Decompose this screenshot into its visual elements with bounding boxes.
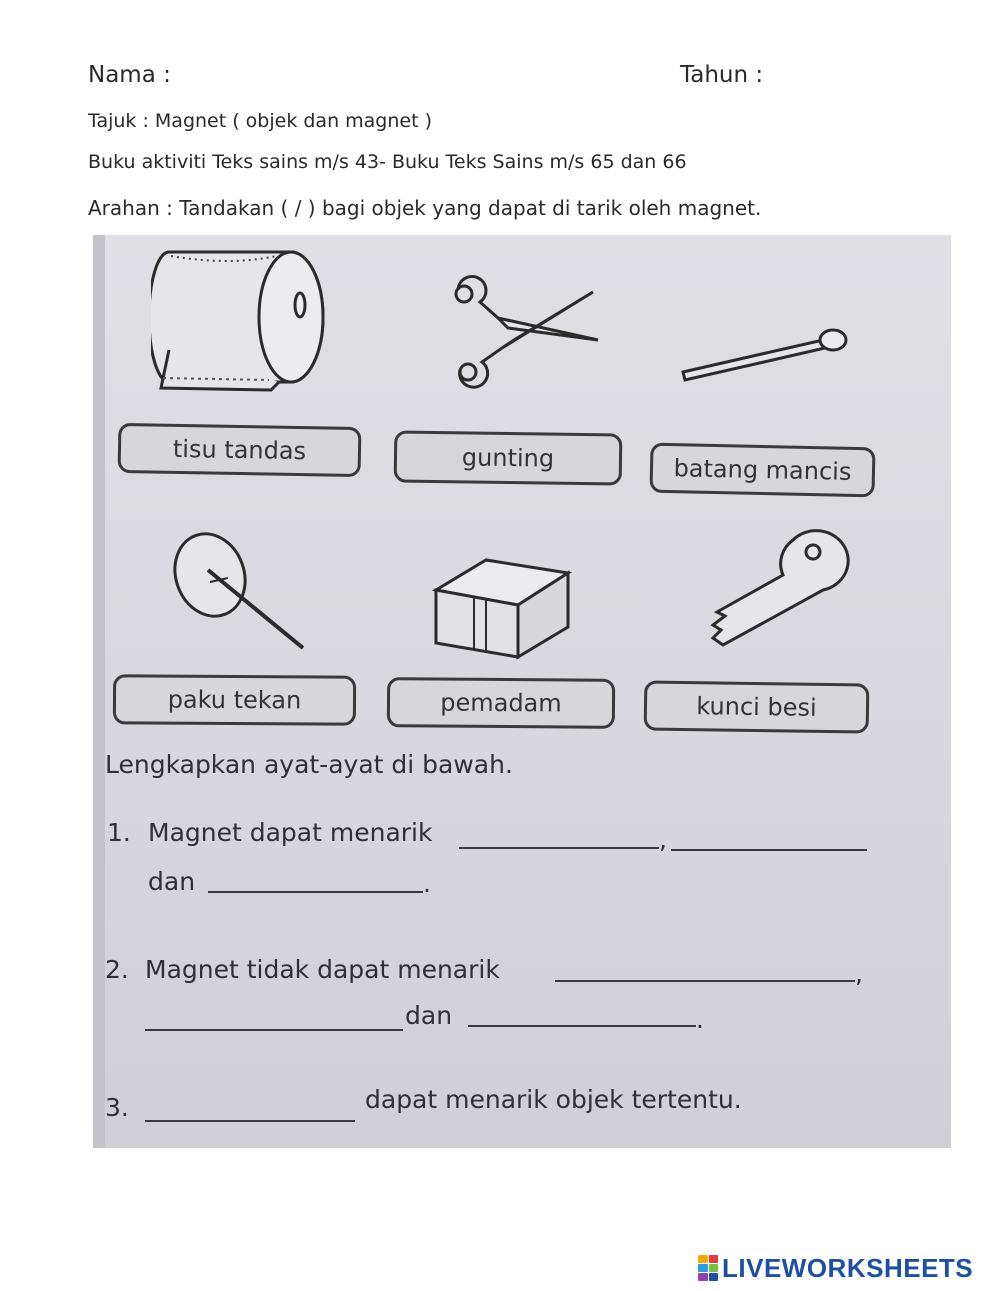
question-1-text: Magnet dapat menarik (148, 818, 433, 847)
answer-blank-3[interactable] (145, 1120, 355, 1122)
question-2-number: 2. (105, 955, 129, 984)
answer-blank-1c[interactable] (208, 891, 423, 893)
book-reference: Buku aktiviti Teks sains m/s 43- Buku Teks Sains m/s 65 dan 66 (88, 151, 687, 173)
object-label-pemadam: pemadam (387, 677, 615, 729)
answer-blank-2c[interactable] (468, 1025, 696, 1027)
question-2-text: Magnet tidak dapat menarik (145, 955, 500, 984)
question-3-number: 3. (105, 1093, 129, 1122)
question-1-and: dan (148, 867, 196, 896)
answer-blank-2b[interactable] (145, 1029, 403, 1031)
exercise-title: Lengkapkan ayat-ayat di bawah. (105, 750, 513, 779)
question-1-number: 1. (107, 818, 131, 847)
name-label: Nama : (88, 62, 171, 88)
object-label-gunting: gunting (394, 430, 623, 485)
thumbtack-icon (168, 530, 318, 660)
eraser-icon (426, 535, 586, 665)
object-label-batang-mancis: batang mancis (650, 443, 876, 498)
answer-blank-1b[interactable] (671, 849, 867, 851)
object-label-paku-tekan: paku tekan (113, 674, 356, 725)
question-2-comma: , (855, 959, 863, 988)
question-1-end: . (423, 869, 431, 898)
answer-blank-2a[interactable] (555, 980, 855, 982)
object-label-tisu-tandas: tisu tandas (118, 423, 362, 477)
scissors-icon (438, 270, 608, 420)
toilet-paper-icon (151, 240, 336, 395)
liveworksheets-logo (698, 1252, 973, 1284)
topic-text: Tajuk : Magnet ( objek dan magnet ) (88, 110, 433, 132)
object-label-kunci-besi: kunci besi (644, 680, 870, 733)
worksheet-photo (93, 235, 951, 1148)
key-icon (683, 520, 858, 660)
answer-blank-1a[interactable] (459, 847, 659, 849)
matchstick-icon (673, 320, 858, 390)
question-2-and: dan (405, 1001, 453, 1030)
question-3-text: dapat menarik objek tertentu. (365, 1085, 742, 1114)
question-2-end: . (696, 1005, 704, 1034)
brand-blocks-icon (698, 1255, 718, 1281)
instruction-text: Arahan : Tandakan ( / ) bagi objek yang dapat di tarik oleh magnet. (88, 196, 762, 220)
year-label: Tahun : (680, 62, 764, 88)
brand-name: LIVEWORKSHEETS (722, 1252, 974, 1283)
question-1-comma: , (659, 825, 667, 854)
